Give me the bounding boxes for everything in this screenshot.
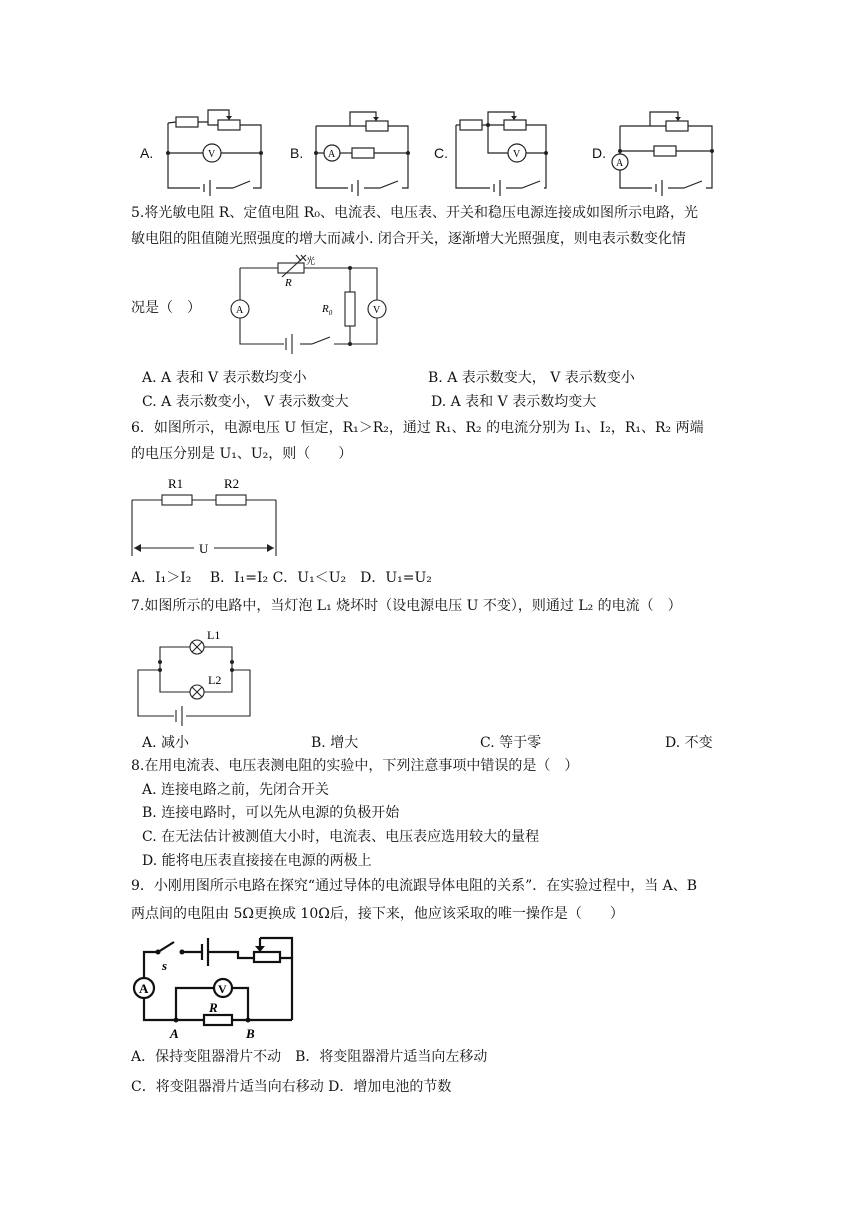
q9-options-line1[interactable]: A．保持变阻器滑片不动 B．将变阻器滑片适当向左移动	[131, 1049, 488, 1065]
svg-text:R: R	[209, 1000, 218, 1015]
q5-circuit-diagram	[222, 252, 392, 352]
q5-stem-line1: 5.将光敏电阻 R、定值电阻 R₀、电流表、电压表、开关和稳压电源连接成如图所示电路，光	[131, 205, 698, 221]
svg-text:A: A	[139, 981, 149, 996]
q6-stem-line1: 6．如图所示，电源电压 U 恒定，R₁＞R₂，通过 R₁、R₂ 的电流分别为 I₁、I₂，R₁、R₂ 两端	[131, 420, 704, 436]
q5-option-b[interactable]: B. A 表示数变大， V 表示数变小	[428, 370, 635, 386]
q8-stem: 8.在用电流表、电压表测电阻的实验中，下列注意事项中错误的是（ ）	[131, 758, 579, 774]
q4-option-d-label[interactable]: D.	[592, 145, 606, 161]
q9-stem-line2: 两点间的电阻由 5Ω更换成 10Ω后，接下来，他应该采取的唯一操作是（ ）	[131, 906, 624, 922]
q7-option-d[interactable]: D. 不变	[665, 735, 713, 751]
q4-circuit-d	[612, 108, 722, 193]
svg-text:L2: L2	[208, 673, 222, 687]
q5-option-c[interactable]: C. A 表示数变小， V 表示数变大	[142, 394, 349, 410]
svg-text:R: R	[285, 277, 292, 289]
q7-option-b[interactable]: B. 增大	[311, 735, 359, 751]
q8-option-c[interactable]: C. 在无法估计被测值大小时，电流表、电压表应选用较大的量程	[142, 829, 540, 845]
q5-r0-label: $R_0$	[322, 303, 333, 317]
q4-option-a-label[interactable]: A.	[140, 145, 154, 161]
q4-circuit-a	[158, 108, 268, 193]
svg-text:A: A	[616, 158, 624, 169]
svg-text:V: V	[513, 149, 521, 160]
q4-circuit-b	[310, 108, 420, 193]
q5-stem-line2: 敏电阻的阻值随光照强度的增大而减小. 闭合开关，逐渐增大光照强度，则电表示数变化情	[131, 231, 686, 247]
q9-options-line2[interactable]: C．将变阻器滑片适当向右移动 D．增加电池的节数	[131, 1079, 452, 1095]
svg-text:L1: L1	[207, 628, 221, 642]
q4-option-c-label[interactable]: C.	[434, 145, 448, 161]
svg-text:B: B	[246, 1026, 255, 1041]
svg-text:V: V	[373, 305, 381, 316]
svg-text:V: V	[208, 149, 216, 160]
q9-stem-line1: 9．小刚用图所示电路在探究“通过导体的电流跟导体电阻的关系”．在实验过程中，当 A、B	[131, 878, 698, 894]
q7-option-c[interactable]: C. 等于零	[480, 735, 542, 751]
svg-text:A: A	[236, 305, 244, 316]
svg-text:R2: R2	[224, 476, 240, 491]
q6-options[interactable]: A．I₁＞I₂ B．I₁=I₂ C．U₁＜U₂ D．U₁=U₂	[131, 570, 432, 586]
svg-text:U: U	[199, 541, 209, 556]
q9-circuit-diagram	[130, 930, 300, 1042]
svg-text:A: A	[170, 1026, 179, 1041]
svg-text:A: A	[328, 149, 336, 160]
q5-stem-line3: 况是（ ）	[131, 300, 201, 316]
q8-option-a[interactable]: A. 连接电路之前，先闭合开关	[142, 782, 330, 798]
q4-circuit-c	[452, 108, 562, 193]
svg-text:光: 光	[306, 256, 316, 266]
svg-text:s: s	[162, 958, 168, 973]
q7-circuit-diagram	[134, 622, 259, 722]
svg-text:V: V	[218, 982, 227, 996]
q6-circuit-diagram	[128, 472, 288, 562]
q6-stem-line2: 的电压分别是 U₁、U₂，则（ ）	[131, 446, 353, 462]
q7-stem: 7.如图所示的电路中，当灯泡 L₁ 烧坏时（设电源电压 U 不变），则通过 L₂ 的电流（ ）	[131, 598, 682, 614]
q4-option-b-label[interactable]: B.	[290, 145, 304, 161]
svg-text:R1: R1	[168, 476, 184, 491]
q5-option-d[interactable]: D. A 表和 V 表示数均变大	[431, 394, 597, 410]
q8-option-b[interactable]: B. 连接电路时，可以先从电源的负极开始	[142, 805, 400, 821]
q5-option-a[interactable]: A. A 表和 V 表示数均变小	[142, 370, 307, 386]
q8-option-d[interactable]: D. 能将电压表直接接在电源的两极上	[142, 853, 372, 869]
q7-option-a[interactable]: A. 减小	[142, 735, 190, 751]
